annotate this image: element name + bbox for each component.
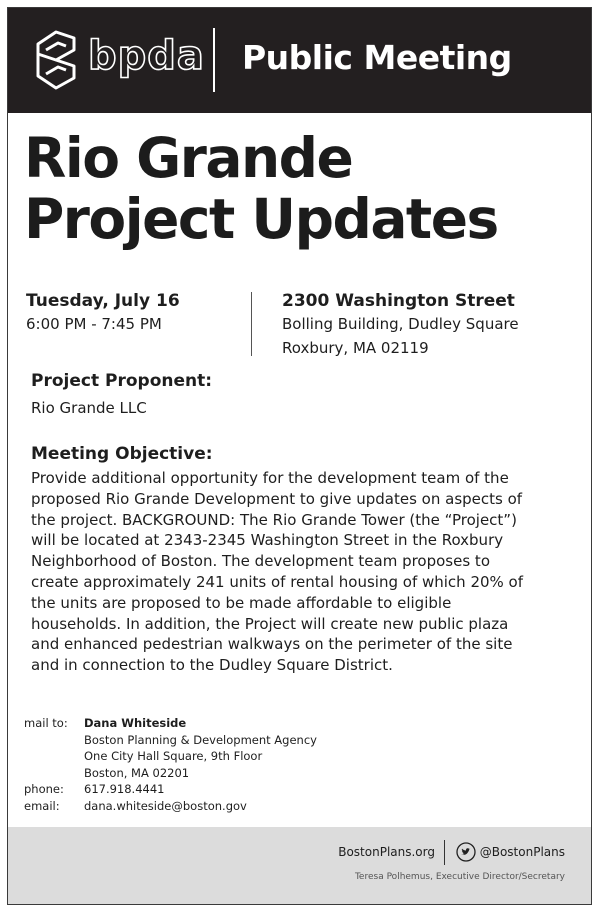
- objective-heading: Meeting Objective:: [31, 444, 213, 464]
- contact-table: [24, 715, 317, 814]
- event-time: 6:00 PM - 7:45 PM: [26, 315, 162, 333]
- address-line: One City Hall Square, 9th Floor: [84, 749, 263, 763]
- phone-number: 617.918.4441: [84, 782, 165, 796]
- objective-line: and enhanced pedestrian walkways on the perimeter of the site: [31, 635, 513, 654]
- header-banner: [8, 8, 591, 113]
- event-title: [24, 128, 584, 250]
- objective-line: the project. BACKGROUND: The Rio Grande Tower (the “Project”): [31, 510, 517, 529]
- title-line: Project Updates: [24, 187, 498, 251]
- proponent-heading: Project Proponent:: [31, 371, 213, 391]
- header-divider: [213, 28, 215, 92]
- title-line: Rio Grande: [24, 126, 353, 190]
- event-date: Tuesday, July 16: [26, 291, 180, 311]
- address-line: Boston Planning & Development Agency: [84, 732, 317, 747]
- twitter-handle: @BostonPlans: [479, 845, 565, 859]
- date-time-block: [26, 290, 180, 336]
- objective-line: Provide additional opportunity for the development team of the: [31, 469, 509, 487]
- phone-label: phone:: [24, 782, 64, 796]
- proponent-section: [31, 370, 212, 420]
- email-label: email:: [24, 798, 60, 813]
- objective-line: and in connection to the Dudley Square District.: [31, 656, 393, 675]
- location-block: [282, 290, 519, 360]
- bpda-logo-icon: [34, 30, 78, 90]
- objective-line: will be located at 2343-2345 Washington Street in the Roxbury: [31, 531, 504, 550]
- twitter-link[interactable]: [456, 842, 565, 862]
- location-building: Bolling Building, Dudley Square: [282, 315, 519, 333]
- objective-section: [31, 443, 571, 676]
- objective-line: create approximately 241 units of rental housing of which 20% of: [31, 572, 524, 591]
- header-title: Public Meeting: [242, 38, 512, 77]
- flyer: [7, 7, 592, 905]
- mail-label: mail to:: [24, 716, 68, 730]
- proponent-name: Rio Grande LLC: [31, 399, 147, 417]
- info-divider: [251, 292, 252, 356]
- objective-line: households. In addition, the Project will create new public plaza: [31, 614, 509, 633]
- objective-line: Neighborhood of Boston. The development team proposes to: [31, 552, 490, 571]
- address-line: Boston, MA 02201: [84, 765, 190, 780]
- twitter-icon: [456, 842, 476, 862]
- contact-section: [24, 715, 317, 814]
- email-address: dana.whiteside@boston.gov: [84, 798, 247, 813]
- objective-text: [31, 468, 571, 676]
- location-city: Roxbury, MA 02119: [282, 339, 429, 357]
- footer: [8, 827, 591, 904]
- bpda-wordmark: bpda: [88, 33, 205, 79]
- objective-line: the units are proposed to be made affordable to eligible: [31, 593, 452, 612]
- director-credit: Teresa Polhemus, Executive Director/Secretary: [354, 872, 565, 882]
- website-link[interactable]: BostonPlans.org: [338, 845, 435, 859]
- contact-name: Dana Whiteside: [84, 716, 187, 730]
- location-street: 2300 Washington Street: [282, 291, 515, 311]
- footer-divider: [444, 840, 445, 865]
- objective-line: proposed Rio Grande Development to give updates on aspects of: [31, 489, 523, 508]
